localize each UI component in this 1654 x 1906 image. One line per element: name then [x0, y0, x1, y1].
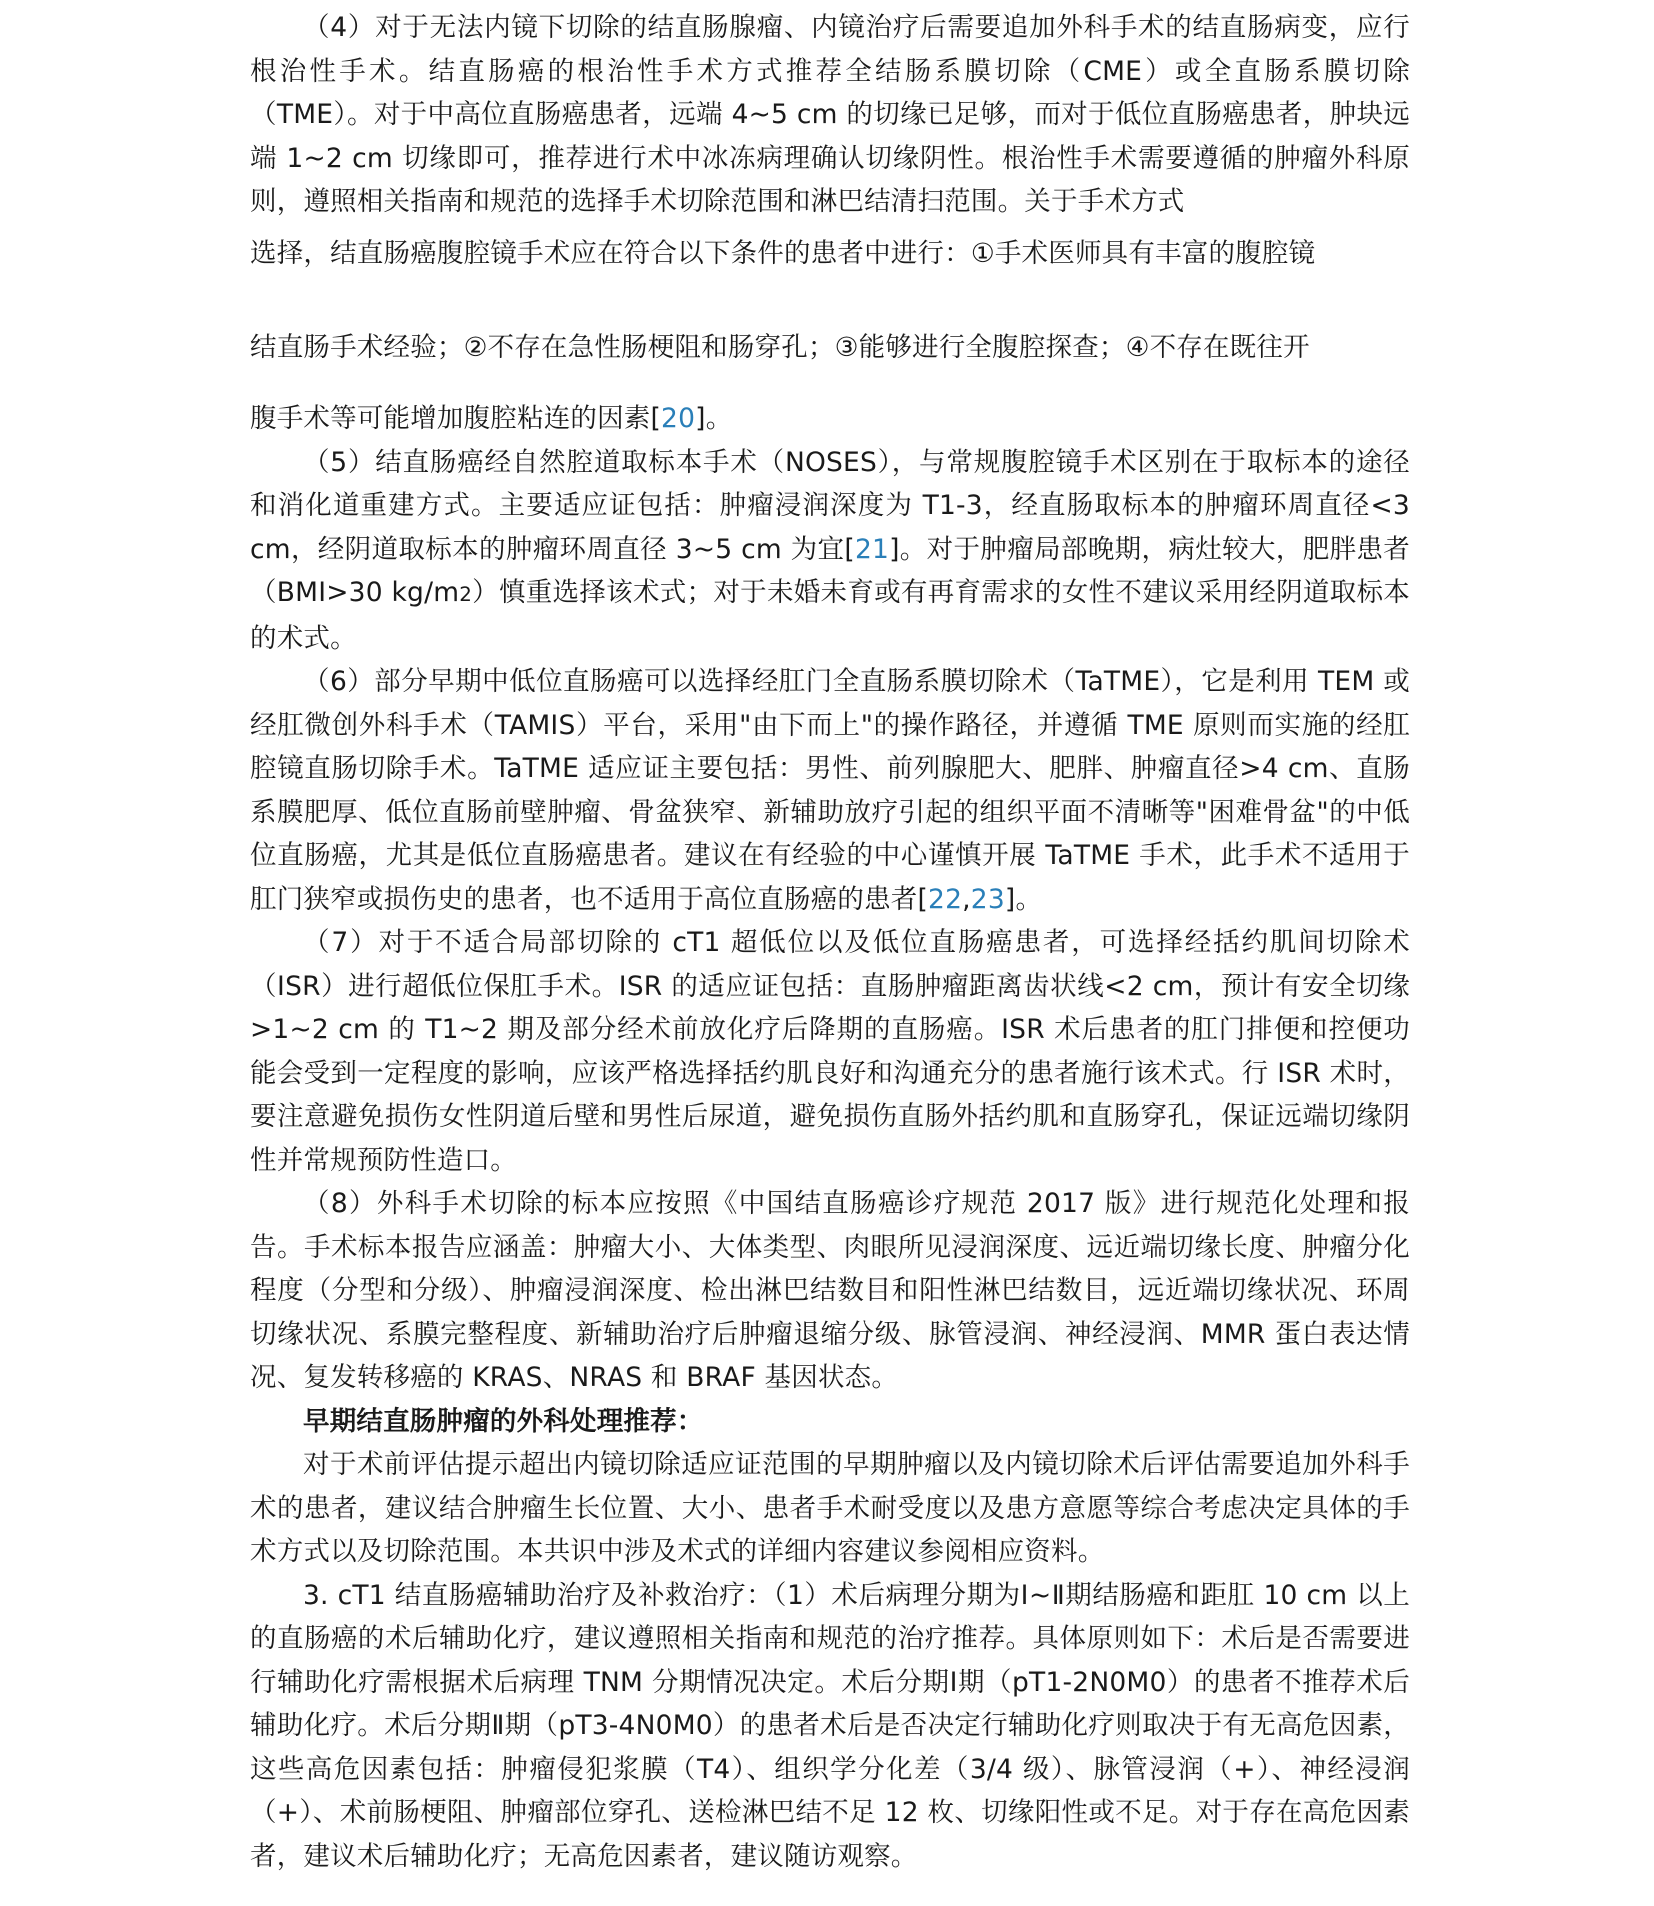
- paragraph-6-ref-open: [: [917, 883, 929, 915]
- recommendation-heading-text: 早期结直肠肿瘤的外科处理推荐：: [303, 1405, 704, 1437]
- paragraph-4-part1: [250, 6, 1410, 224]
- section-3-text: 3. cT1 结直肠癌辅助治疗及补救治疗：（1）术后病理分期为Ⅰ~Ⅱ期结肠癌和距肛 10 cm 以上的直肠癌的术后辅助化疗，建议遵照相关指南和规范的治疗推荐。具体原则如下：术后是否需要进行辅助化疗需根据术后病理 TNM 分期情况决定。术后分期Ⅰ期（pT1-2N0M0）的患者不推荐术后辅助化疗。术后分期Ⅱ期（pT3-4N0M0）的患者术后是否决定行辅助化疗则取决于有无高危因素，这些高危因素包括：肿瘤侵犯浆膜（T4）、组织学分化差（3/4 级）、脉管浸润（+）、神经浸润（+）、术前肠梗阻、肿瘤部位穿孔、送检淋巴结不足 12 枚、切缘阳性或不足。对于存在高危因素者，建议术后辅助化疗；无高危因素者，建议随访观察。: [250, 1579, 1410, 1872]
- paragraph-4-part3: [250, 326, 1410, 370]
- paragraph-6-ref-close: ]。: [1004, 883, 1043, 915]
- section-3-paragraph: [250, 1574, 1410, 1879]
- paragraph-6: [250, 660, 1410, 921]
- recommendation-heading: [250, 1400, 1410, 1444]
- paragraph-5-subscript: 2: [459, 583, 473, 606]
- paragraph-6-text: （6）部分早期中低位直肠癌可以选择经肛门全直肠系膜切除术（TaTME），它是利用 TEM 或经肛微创外科手术（TAMIS）平台，采用"由下而上"的操作路径，并遵循 TME 原则而实施的经肛腔镜直肠切除手术。TaTME 适应证主要包括：男性、前列腺肥大、肥胖、肿瘤直径>4 cm、直肠系膜肥厚、低位直肠前壁肿瘤、骨盆狭窄、新辅助放疗引起的组织平面不清晰等"困难骨盆"的中低位直肠癌，尤其是低位直肠癌患者。建议在有经验的中心谨慎开展 TaTME 手术，此手术不适用于肛门狭窄或损伤史的患者，也不适用于高位直肠癌的患者: [250, 666, 1410, 915]
- paragraph-7: [250, 921, 1410, 1182]
- paragraph-6-ref-sep: ,: [962, 883, 971, 915]
- paragraph-5: （5）结直肠癌经自然腔道取标本手术（NOSES），与常规腹腔镜手术区别在于取标本的途径和消化道重建方式。主要适应证包括：肿瘤浸润深度为 T1-3，经直肠取标本的肿瘤环周直径<3 cm，经阴道取标本的肿瘤环周直径 3~5 cm 为宜[21]。对于肿瘤局部晚期，病灶较大，肥胖患者（BMI>30 kg/m2）慎重选择该术式；对于未婚未育或有再育需求的女性不建议采用经阴道取标本的术式。: [250, 446, 1410, 654]
- paragraph-4-text-2: 选择，结直肠癌腹腔镜手术应在符合以下条件的患者中进行：①手术医师具有丰富的腹腔镜: [250, 237, 1316, 269]
- paragraph-8-text: （8）外科手术切除的标本应按照《中国结直肠癌诊疗规范 2017 版》进行规范化处理和报告。手术标本报告应涵盖：肿瘤大小、大体类型、肉眼所见浸润深度、远近端切缘长度、肿瘤分化程度（分型和分级）、肿瘤浸润深度、检出淋巴结数目和阳性淋巴结数目，远近端切缘状况、环周切缘状况、系膜完整程度、新辅助治疗后肿瘤退缩分级、脉管浸润、神经浸润、MMR 蛋白表达情况、复发转移癌的 KRAS、NRAS 和 BRAF 基因状态。: [250, 1188, 1410, 1393]
- paragraph-4-text-1: （4）对于无法内镜下切除的结直肠腺瘤、内镜治疗后需要追加外科手术的结直肠病变，应行根治性手术。结直肠癌的根治性手术方式推荐全结肠系膜切除（CME）或全直肠系膜切除（TME）。对于中高位直肠癌患者，远端 4~5 cm 的切缘已足够，而对于低位直肠癌患者，肿块远端 1~2 cm 切缘即可，推荐进行术中冰冻病理确认切缘阴性。根治性手术需要遵循的肿瘤外科原则，遵照相关指南和规范的选择手术切除范围和淋巴结清扫范围。关于手术方式: [250, 12, 1410, 217]
- paragraph-8: [250, 1182, 1410, 1400]
- paragraph-4-text-3: 结直肠手术经验；②不存在急性肠梗阻和肠穿孔；③能够进行全腹腔探查；④不存在既往开: [250, 331, 1310, 363]
- document-page: [250, 6, 1410, 1878]
- paragraph-5-text-1: （5）结直肠癌经自然腔道取标本手术（NOSES），与常规腹腔镜手术区别在于取标本的途径和消化道重建方式。主要适应证包括：肿瘤浸润深度为 T1-3，经直肠取标本的肿瘤环周直径<3 cm，经阴道取标本的肿瘤环周直径 3~5 cm 为宜: [250, 446, 1410, 565]
- recommendation-paragraph: [250, 1443, 1410, 1574]
- paragraph-4-text-4: 腹手术等可能增加腹腔粘连的因素: [250, 403, 651, 434]
- paragraph-5-text-2: 。对于肿瘤局部晚期，病灶较大，肥胖患者（BMI>30 kg/m: [250, 533, 1410, 608]
- recommendation-text: 对于术前评估提示超出内镜切除适应证范围的早期肿瘤以及内镜切除术后评估需要追加外科手术的患者，建议结合肿瘤生长位置、大小、患者手术耐受度以及患方意愿等综合考虑决定具体的手术方式以及切除范围。本共识中涉及术式的详细内容建议参阅相应资料。: [250, 1449, 1410, 1567]
- paragraph-7-text: （7）对于不适合局部切除的 cT1 超低位以及低位直肠癌患者，可选择经括约肌间切除术（ISR）进行超低位保肛手术。ISR 的适应证包括：直肠肿瘤距离齿状线<2 cm，预计有安全切缘>1~2 cm 的 T1~2 期及部分经术前放化疗后降期的直肠癌。ISR 术后患者的肛门排便和控便功能会受到一定程度的影响，应该严格选择括约肌良好和沟通充分的患者施行该术式。行 ISR 术时，要注意避免损伤女性阴道后壁和男性后尿道，避免损伤直肠外括约肌和直肠穿孔，保证远端切缘阴性并常规预防性造口。: [250, 927, 1410, 1176]
- paragraph-5-text-3: ）慎重选择该术式；对于未婚未育或有再育需求的女性不建议采用经阴道取标本的术式。: [250, 577, 1410, 654]
- reference-link-20[interactable]: 20: [661, 403, 696, 434]
- paragraph-4-part4: 腹手术等可能增加腹腔粘连的因素[20]。: [250, 403, 733, 434]
- reference-link-22[interactable]: 22: [928, 883, 963, 915]
- reference-link-23[interactable]: 23: [970, 883, 1005, 915]
- reference-link-21[interactable]: 21: [854, 533, 890, 565]
- paragraph-4-part2: [250, 218, 1410, 290]
